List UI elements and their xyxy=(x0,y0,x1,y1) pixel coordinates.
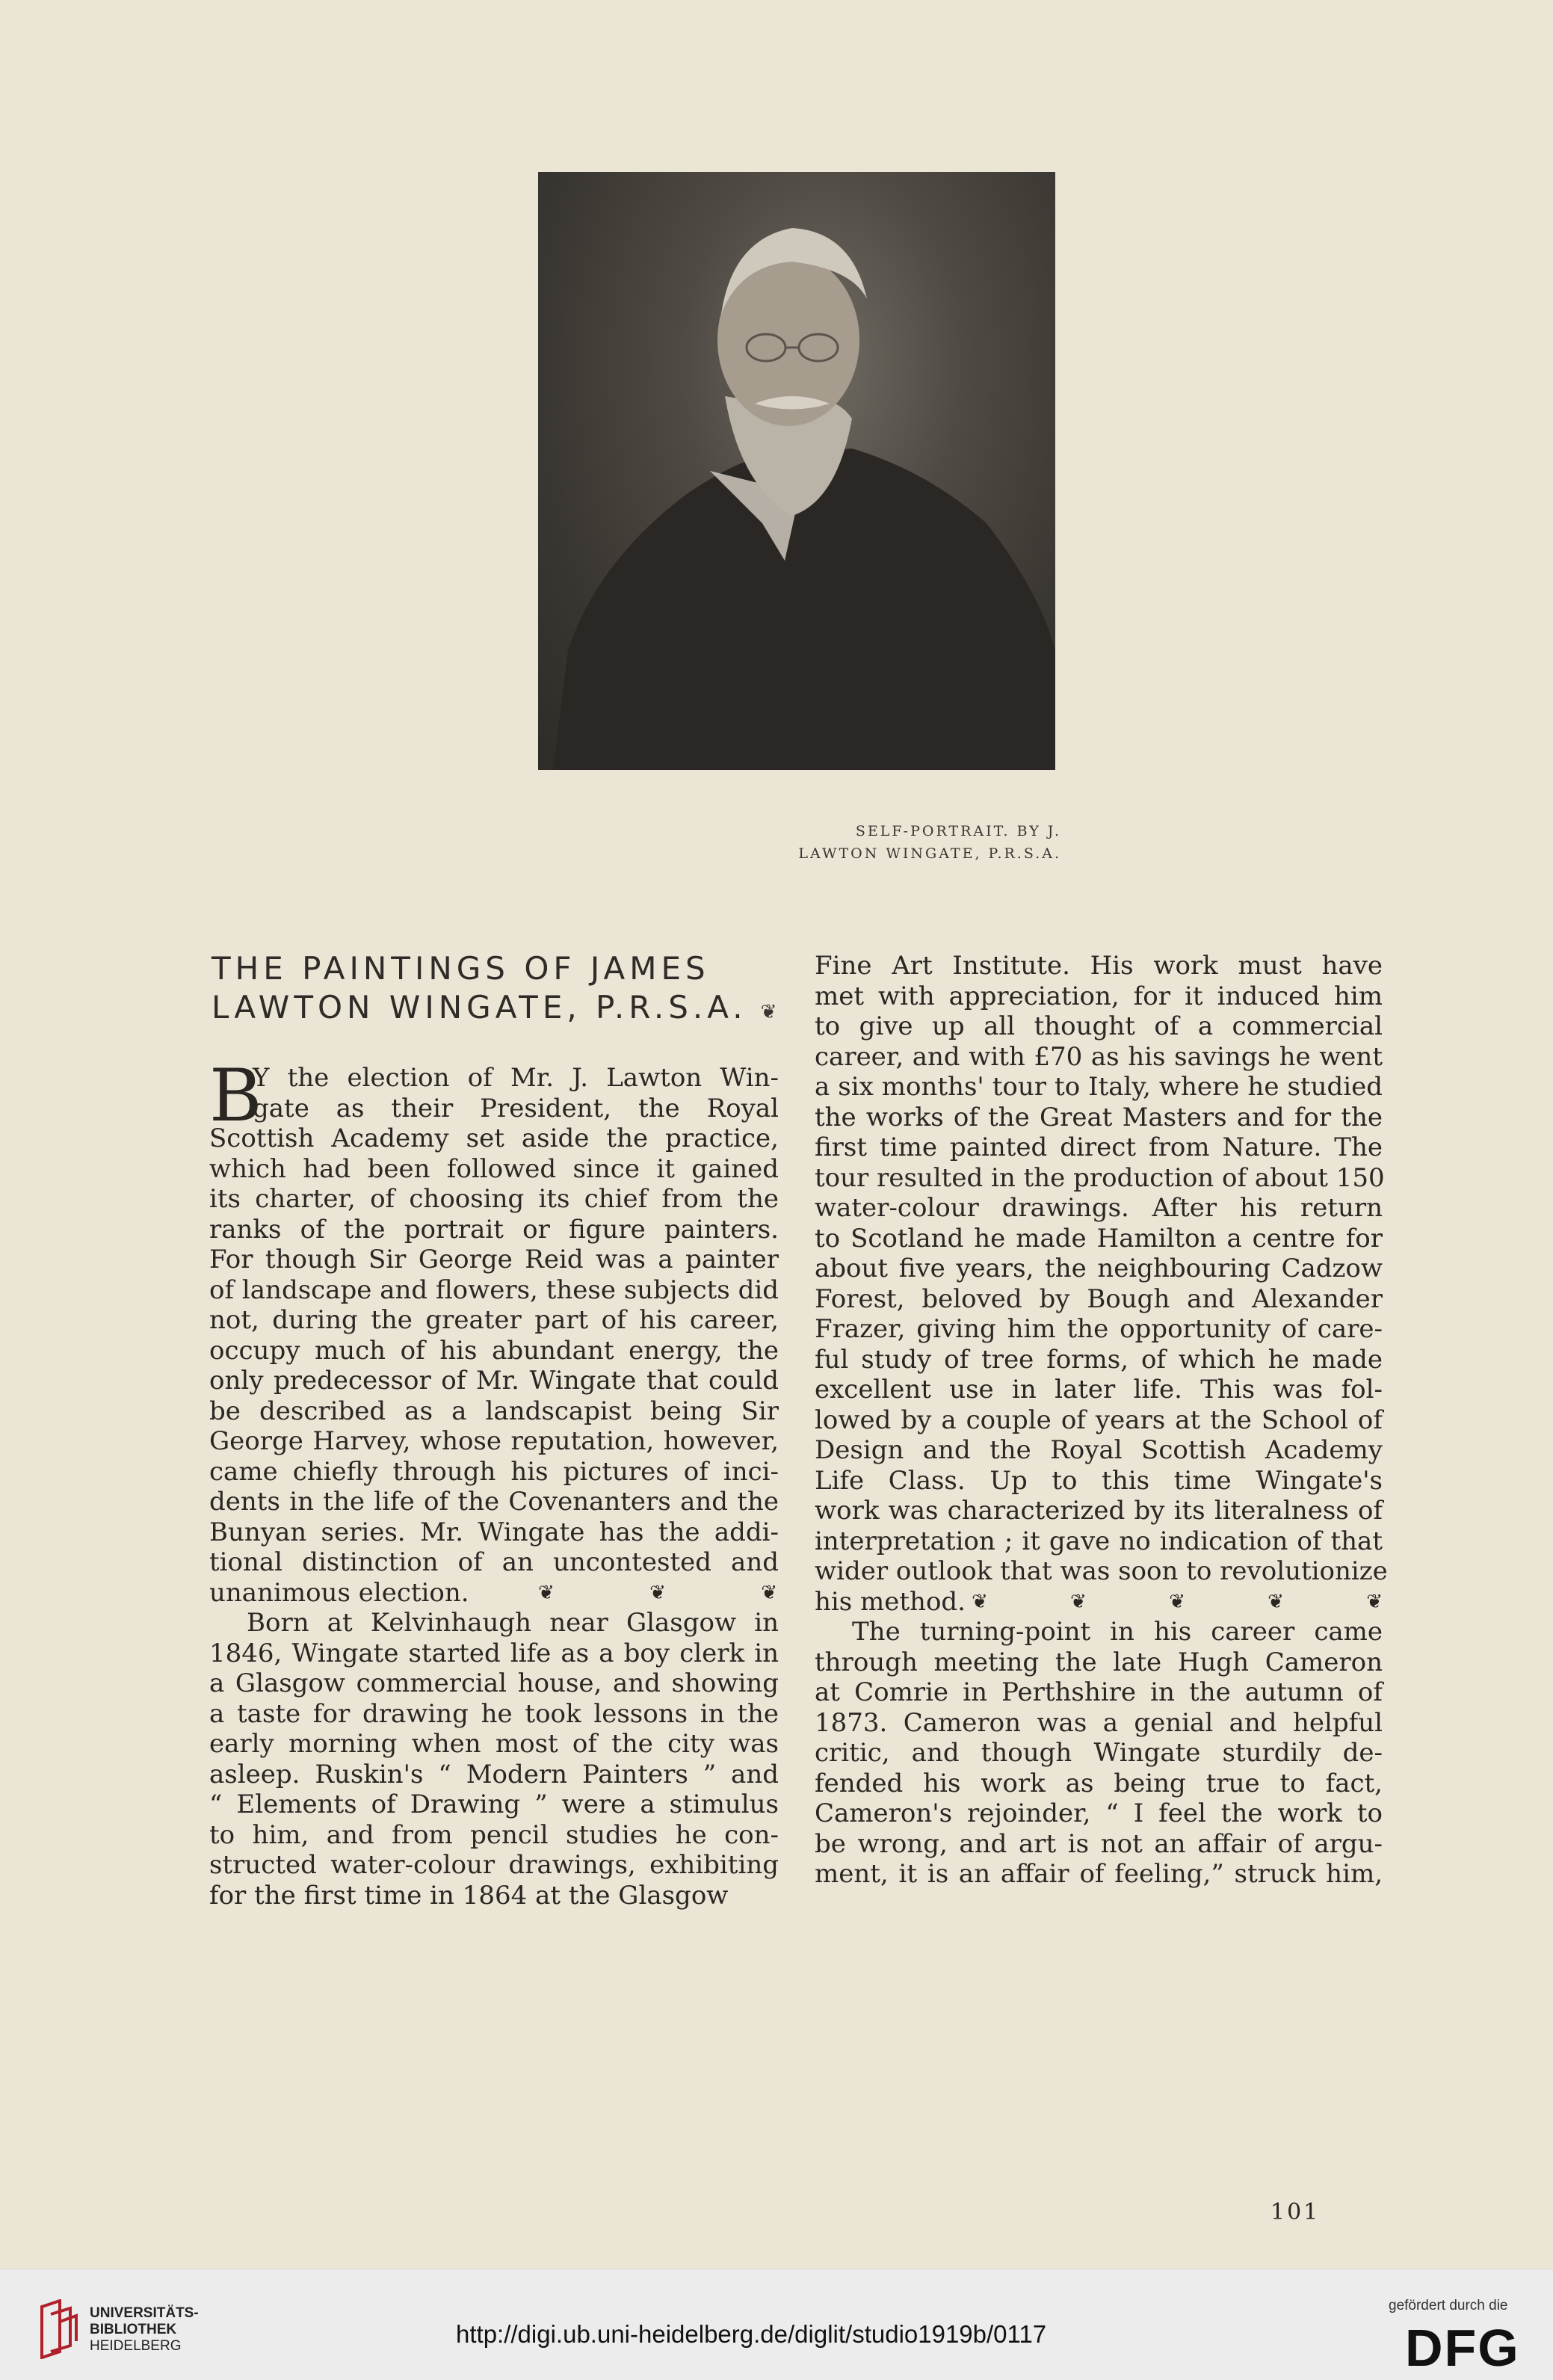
portrait-caption-line-2: LAWTON WINGATE, P.R.S.A. xyxy=(798,845,1061,862)
text-line: unanimous election. xyxy=(209,1577,469,1608)
text-line: a taste for drawing he took lessons in the xyxy=(209,1698,779,1729)
text-line: Bunyan series. Mr. Wingate has the addi- xyxy=(209,1517,779,1547)
text-line: his method. xyxy=(815,1586,966,1617)
text-line: about five years, the neighbouring Cadzow xyxy=(815,1254,1383,1283)
text-line: ranks of the portrait or figure painters. xyxy=(209,1214,779,1245)
text-line: the works of the Great Masters and for the xyxy=(815,1102,1383,1132)
library-name-line-3: HEIDELBERG xyxy=(90,2338,182,2354)
text-line: occupy much of his abundant energy, the xyxy=(209,1335,779,1366)
text-line: tional distinction of an uncontested and xyxy=(209,1547,779,1577)
self-portrait-image xyxy=(538,172,1055,770)
text-line: water-colour drawings. After his return xyxy=(815,1193,1383,1223)
text-line: Scottish Academy set aside the practice, xyxy=(209,1123,779,1153)
text-line: tour resulted in the production of about 150 xyxy=(815,1162,1385,1193)
text-line: through meeting the late Hugh Cameron xyxy=(815,1647,1383,1677)
library-name-line-2: BIBLIOTHEK xyxy=(90,2322,177,2337)
text-line: lowed by a couple of years at the School of xyxy=(815,1405,1383,1435)
text-line: Design and the Royal Scottish Academy xyxy=(815,1435,1383,1465)
university-library-logo-icon xyxy=(37,2299,79,2359)
text-line: met with appreciation, for it induced him xyxy=(815,981,1383,1011)
drop-cap: B xyxy=(209,1054,262,1138)
text-line: work was characterized by its literalness of xyxy=(815,1496,1383,1526)
text-line: Life Class. Up to this time Wingate's xyxy=(815,1465,1383,1496)
text-line: at Comrie in Perthshire in the autumn of xyxy=(815,1677,1383,1707)
text-line: to him, and from pencil studies he con- xyxy=(209,1819,779,1850)
text-line: to Scotland he made Hamilton a centre for xyxy=(815,1223,1383,1254)
text-line: Frazer, giving him the opportunity of care- xyxy=(815,1314,1383,1344)
text-line: fended his work as being true to fact, xyxy=(815,1768,1383,1798)
text-line: its charter, of choosing its chief from the xyxy=(209,1184,779,1214)
portrait-caption-line-1: SELF-PORTRAIT. BY J. xyxy=(855,823,1061,839)
article-title-line-2-text: LAWTON WINGATE, P.R.S.A. xyxy=(212,989,747,1026)
text-line: “ Elements of Drawing ” were a stimulus xyxy=(209,1789,779,1819)
text-line: only predecessor of Mr. Wingate that could xyxy=(209,1366,779,1396)
funding-note: gefördert durch die xyxy=(1389,2298,1508,2313)
text-line: Y the election of Mr. J. Lawton Win- xyxy=(253,1063,779,1093)
library-name-line-1: UNIVERSITÄTS- xyxy=(90,2305,199,2321)
viewer-footer xyxy=(0,2269,1553,2380)
text-line: The turning-point in his career came xyxy=(852,1617,1383,1647)
text-line: dents in the life of the Covenanters and the xyxy=(209,1487,779,1517)
page-number: 101 xyxy=(1271,2199,1321,2225)
article-title-line-2 xyxy=(212,988,779,1032)
text-line: a Glasgow commercial house, and showing xyxy=(209,1668,779,1698)
text-line: Forest, beloved by Bough and Alexander xyxy=(815,1283,1383,1314)
text-line: to give up all thought of a commercial xyxy=(815,1011,1383,1041)
text-line: excellent use in later life. This was fol- xyxy=(815,1375,1383,1405)
text-line: for the first time in 1864 at the Glasgow xyxy=(209,1880,729,1911)
text-line: structed water-colour drawings, exhibiting xyxy=(209,1850,779,1880)
text-line: gate as their President, the Royal xyxy=(253,1093,779,1123)
text-line: ful study of tree forms, of which he made xyxy=(815,1344,1383,1375)
text-line: critic, and though Wingate sturdily de- xyxy=(815,1738,1383,1768)
text-line: Fine Art Institute. His work must have xyxy=(815,951,1383,981)
text-line: came chiefly through his pictures of inci- xyxy=(209,1456,779,1487)
text-line: be described as a landscapist being Sir xyxy=(209,1396,779,1426)
leaf-ornament-icon: ❦ ❦ ❦ ❦ ❦ xyxy=(972,1590,1383,1613)
library-name xyxy=(90,2305,199,2355)
text-line: 1873. Cameron was a genial and helpful xyxy=(815,1707,1383,1738)
text-line: Born at Kelvinhaugh near Glasgow in xyxy=(247,1608,779,1638)
article-title-line-1: THE PAINTINGS OF JAMES xyxy=(212,950,710,987)
text-line: first time painted direct from Nature. The xyxy=(815,1132,1383,1162)
text-line: which had been followed since it gained xyxy=(209,1153,779,1184)
leaf-ornament-icon: ❦ ❦ ❦ xyxy=(538,1581,777,1604)
text-line: interpretation ; it gave no indication of that xyxy=(815,1526,1383,1556)
text-line: asleep. Ruskin's “ Modern Painters ” and xyxy=(209,1759,779,1789)
text-line: early morning when most of the city was xyxy=(209,1729,779,1759)
leaf-ornament-icon: ❦ xyxy=(760,1001,777,1023)
text-line: Cameron's rejoinder, “ I feel the work to xyxy=(815,1798,1383,1828)
document-url-link[interactable]: http://digi.ub.uni-heidelberg.de/diglit/studio1919b/0117 xyxy=(456,2320,1047,2348)
text-line: career, and with £70 as his savings he went xyxy=(815,1041,1383,1072)
text-line: not, during the greater part of his career, xyxy=(209,1305,779,1335)
text-line: ment, it is an affair of feeling,” struck him, xyxy=(815,1859,1383,1889)
text-line: of landscape and flowers, these subjects did xyxy=(209,1274,779,1305)
text-line: a six months' tour to Italy, where he studied xyxy=(815,1072,1383,1102)
text-line: 1846, Wingate started life as a boy clerk in xyxy=(209,1638,779,1668)
text-line: For though Sir George Reid was a painter xyxy=(209,1245,779,1274)
text-line: wider outlook that was soon to revolutionize xyxy=(815,1556,1388,1586)
text-line: George Harvey, whose reputation, however, xyxy=(209,1426,779,1456)
dfg-logo: DFG xyxy=(1405,2319,1520,2377)
text-line: be wrong, and art is not an affair of argu- xyxy=(815,1828,1383,1859)
